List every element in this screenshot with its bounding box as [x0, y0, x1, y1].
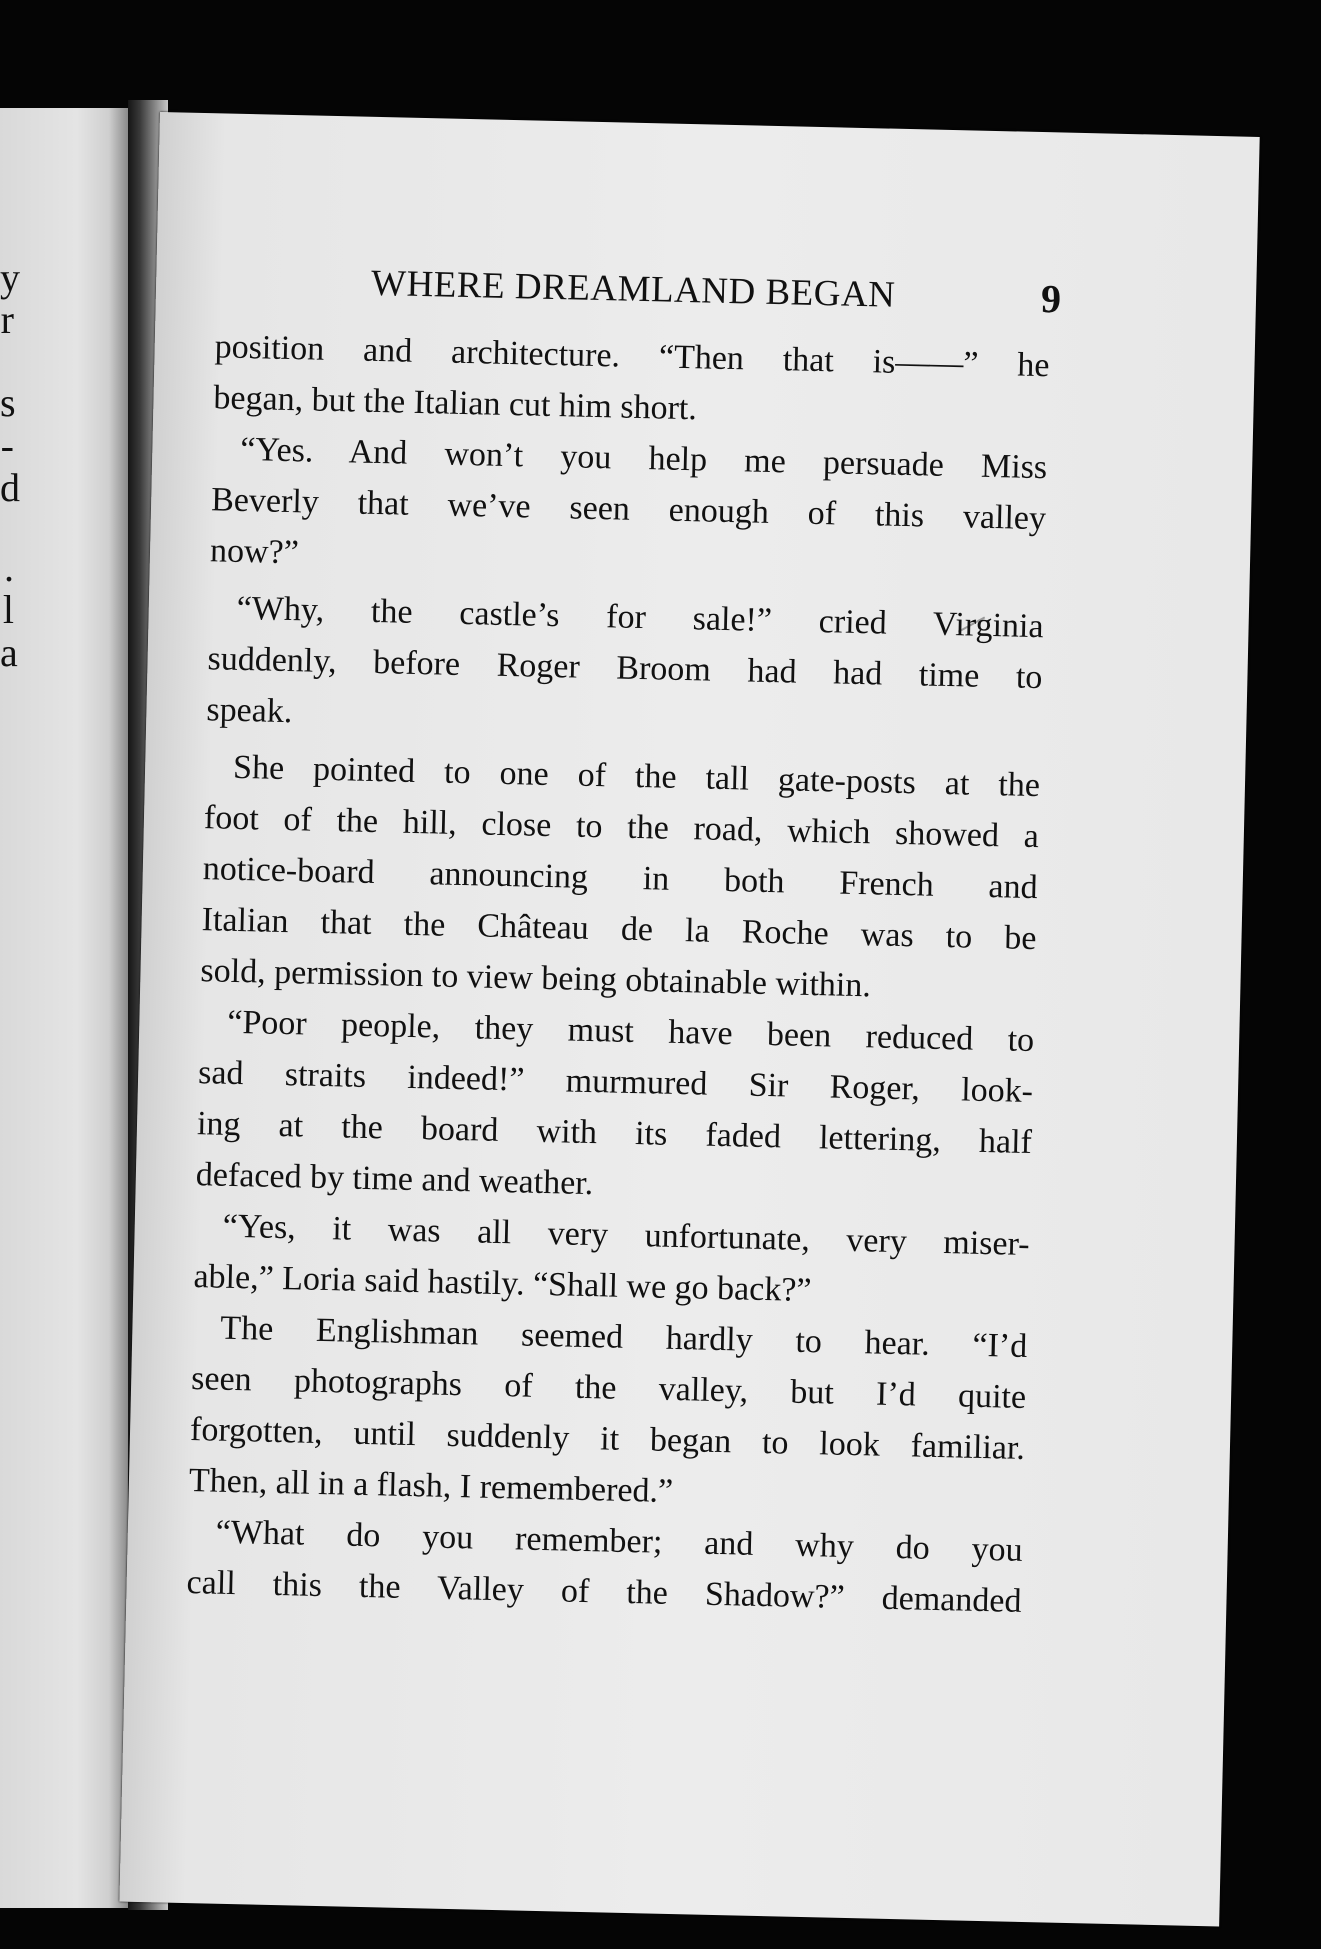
- previous-page-fragment: a: [0, 630, 18, 675]
- text-line: Then, all in a flash, I remembered.”: [188, 1462, 674, 1510]
- text-line: Beverly that we’ve seen enough of this valley: [210, 481, 1047, 538]
- text-line: speak.: [206, 691, 293, 731]
- text-line: suddenly, before Roger Broom had had time to: [207, 640, 1043, 697]
- text-line: “Poor people, they must have been reduced to: [226, 1003, 1035, 1060]
- text-line: forgotten, until suddenly it began to look familiar.: [189, 1411, 1026, 1467]
- text-line: Italian that the Château de la Roche was to be: [201, 901, 1037, 958]
- text-line: call this the Valley of the Shadow?” demanded: [186, 1563, 1022, 1620]
- text-line: “What do you remember; and why do you: [215, 1513, 1024, 1569]
- text-line: sad straits indeed!” murmured Sir Roger, look-: [197, 1054, 1034, 1111]
- text-line: foot of the hill, close to the road, which showed a: [203, 799, 1040, 856]
- text-line: The Englishman seemed hardly to hear. “I’d: [220, 1309, 1028, 1365]
- running-head: WHERE DREAMLAND BEGAN: [370, 262, 896, 316]
- text-line: She pointed to one of the tall gate-posts at the: [232, 748, 1041, 805]
- text-line: notice-board announcing in both French and: [202, 850, 1039, 907]
- text-line: seen photographs of the valley, but I’d quite: [190, 1360, 1027, 1416]
- body-text: [186, 321, 1050, 1627]
- text-line: now?”: [209, 532, 300, 572]
- previous-page-fragment: l: [2, 587, 14, 632]
- text-line: able,” Loria said hastily. “Shall we go back?”: [193, 1258, 812, 1310]
- text-line: “Yes. And won’t you help me persuade Miss: [239, 430, 1048, 487]
- previous-page-fragment: r: [0, 297, 14, 342]
- text-line: “Yes, it was all very unfortunate, very miser-: [222, 1207, 1030, 1264]
- book-page: [119, 112, 1259, 1926]
- text-line: began, but the Italian cut him short.: [213, 379, 698, 428]
- previous-page-edge: [0, 108, 128, 1908]
- text-line: position and architecture. “Then that is——” he: [214, 328, 1050, 385]
- previous-page-fragment: y: [0, 255, 20, 300]
- previous-page-fragment: .: [4, 545, 14, 590]
- previous-page-fragment: s: [0, 380, 16, 425]
- text-line: defaced by time and weather.: [195, 1156, 594, 1203]
- text-line: ing at the board with its faded lettering, half: [196, 1105, 1033, 1162]
- previous-page-fragment: -: [0, 423, 14, 468]
- text-line: sold, permission to view being obtainable within.: [200, 952, 872, 1005]
- text-line: “Why, the castle’s for sale!” cried Virginia: [236, 589, 1044, 646]
- previous-page-fragment: d: [0, 465, 20, 510]
- page-number: 9: [1040, 276, 1062, 322]
